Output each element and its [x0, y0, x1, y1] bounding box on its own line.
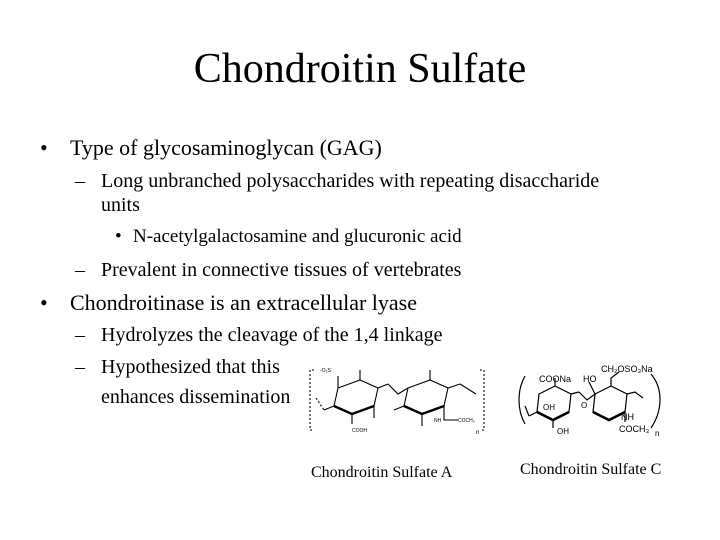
label-oh2-c: OH — [557, 427, 569, 436]
bullet-marker: • — [40, 290, 48, 315]
dash-marker: – — [75, 259, 85, 281]
sub-2-2-line2: enhances dissemination — [101, 386, 291, 408]
sub-sub-1-text: N-acetylgalactosamine and glucuronic acid — [133, 226, 462, 247]
chondroitin-sulfate-c-structure — [515, 358, 690, 440]
caption-chondroitin-sulfate-a: Chondroitin Sulfate A — [311, 464, 453, 481]
bullet-marker: • — [40, 135, 48, 160]
label-ho-c: HO — [583, 374, 597, 384]
sub-2-2-line1: Hypothesized that this — [101, 356, 280, 378]
caption-chondroitin-sulfate-c: Chondroitin Sulfate C — [520, 461, 662, 478]
bullet-2-text: Chondroitinase is an extracellular lyase — [70, 290, 417, 315]
label-n-a: n — [476, 430, 480, 436]
label-ch2oso3na-c: CH₂OSO₃Na — [601, 364, 653, 374]
dash-marker: – — [75, 356, 85, 378]
bullet-marker: • — [115, 226, 122, 247]
label-cs-a: -O₃S — [320, 368, 331, 374]
sub-1-1-line2: units — [101, 194, 140, 216]
label-coch3-c: COCH₃ — [619, 424, 650, 434]
sub-1-2-text: Prevalent in connective tissues of vertebrates — [101, 259, 462, 281]
label-n-c: n — [655, 429, 660, 438]
label-coch3-a: COCH₃ — [458, 418, 475, 424]
slide-title: Chondroitin Sulfate — [193, 46, 527, 92]
bullet-1-text: Type of glycosaminoglycan (GAG) — [70, 135, 382, 160]
dash-marker: – — [75, 324, 85, 346]
sub-1-1-line1: Long unbranched polysaccharides with repeating disaccharide — [101, 170, 600, 192]
label-cooh-a: COOH — [352, 428, 367, 434]
dash-marker: – — [75, 170, 85, 192]
label-o-c: O — [581, 401, 588, 410]
sub-2-1-text: Hydrolyzes the cleavage of the 1,4 linkage — [101, 324, 443, 346]
label-coona-c: COONa — [539, 374, 572, 384]
label-nh-a: NH — [434, 418, 442, 424]
label-nh-c: NH — [621, 412, 634, 422]
label-oh1-c: OH — [543, 403, 555, 412]
chondroitin-sulfate-a-structure — [308, 358, 490, 436]
